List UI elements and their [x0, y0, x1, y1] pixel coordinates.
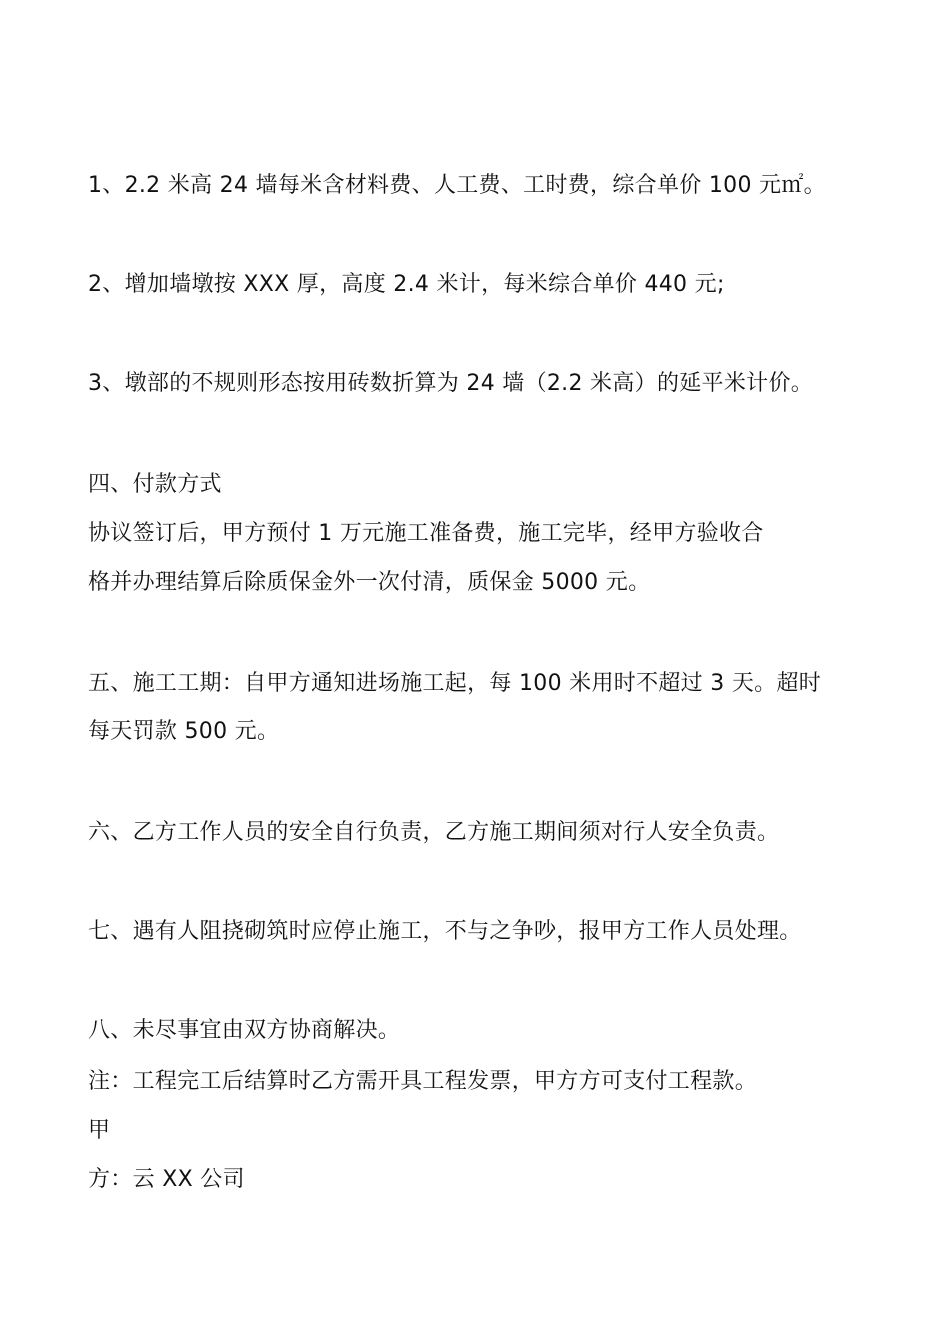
clause-safety: 六、乙方工作人员的安全自行负责，乙方施工期间须对行人安全负责。: [88, 820, 780, 845]
party-a-name: 方：云 XX 公司: [88, 1167, 245, 1192]
clause-1-wall-unit-price: 1、2.2 米高 24 墙每米含材料费、人工费、工时费，综合单价 100 元㎡。: [88, 173, 826, 198]
schedule-text-line-1: 五、施工工期：自甲方通知进场施工起，每 100 米用时不超过 3 天。超时: [88, 671, 822, 696]
party-a-label: 甲: [88, 1118, 111, 1143]
note-invoice: 注：工程完工后结算时乙方需开具工程发票，甲方方可支付工程款。: [88, 1069, 758, 1094]
clause-2-pier-unit-price: 2、增加墙墩按 XXX 厚，高度 2.4 米计，每米综合单价 440 元;: [88, 272, 725, 297]
clause-obstruction: 七、遇有人阻挠砌筑时应停止施工，不与之争吵，报甲方工作人员处理。: [88, 919, 802, 944]
payment-text-line-2: 格并办理结算后除质保金外一次付清，质保金 5000 元。: [88, 570, 651, 595]
section-heading-payment: 四、付款方式: [88, 472, 222, 497]
clause-other-matters: 八、未尽事宜由双方协商解决。: [88, 1018, 401, 1043]
clause-3-irregular-pier-pricing: 3、墩部的不规则形态按用砖数折算为 24 墙（2.2 米高）的延平米计价。: [88, 371, 814, 396]
schedule-text-line-2: 每天罚款 500 元。: [88, 719, 280, 744]
payment-text-line-1: 协议签订后，甲方预付 1 万元施工准备费，施工完毕，经甲方验收合: [88, 521, 764, 546]
